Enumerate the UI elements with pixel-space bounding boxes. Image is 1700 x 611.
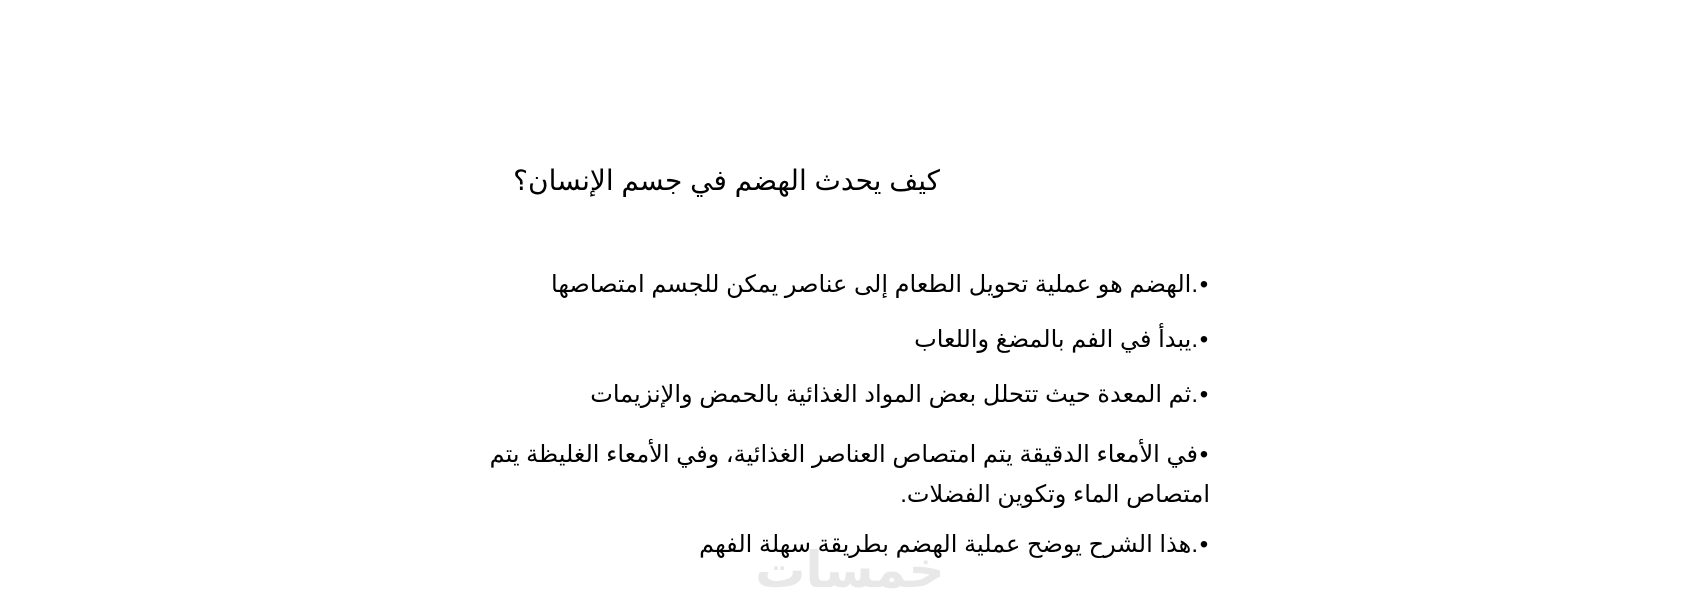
list-item — [460, 380, 1210, 410]
list-item-text: .الهضم هو عملية تحويل الطعام إلى عناصر يمكن للجسم امتصاصها — [551, 271, 1198, 298]
bullet-icon: • — [1199, 531, 1209, 558]
bullet-icon: • — [1199, 326, 1209, 353]
list-item — [460, 270, 1210, 300]
list-item-text: في الأمعاء الدقيقة يتم امتصاص العناصر الغذائية، وفي الأمعاء الغليظة يتم امتصاص الماء وتكوين الفضلات. — [489, 441, 1210, 508]
list-item-text: .هذا الشرح يوضح عملية الهضم بطريقة سهلة الفهم — [699, 531, 1198, 558]
bullet-icon: • — [1199, 381, 1209, 408]
list-item — [460, 325, 1210, 355]
bullet-icon: • — [1199, 441, 1209, 468]
list-item-text: .ثم المعدة حيث تتحلل بعض المواد الغذائية بالحمض والإنزيمات — [590, 381, 1198, 408]
list-item — [460, 435, 1210, 515]
bullet-list — [460, 270, 1210, 585]
document-title: كيف يحدث الهضم في جسم الإنسان؟ — [513, 165, 940, 196]
list-item-text: .يبدأ في الفم بالمضغ واللعاب — [914, 326, 1198, 353]
bullet-icon: • — [1199, 271, 1209, 298]
watermark-logo: خمسات — [755, 542, 945, 598]
